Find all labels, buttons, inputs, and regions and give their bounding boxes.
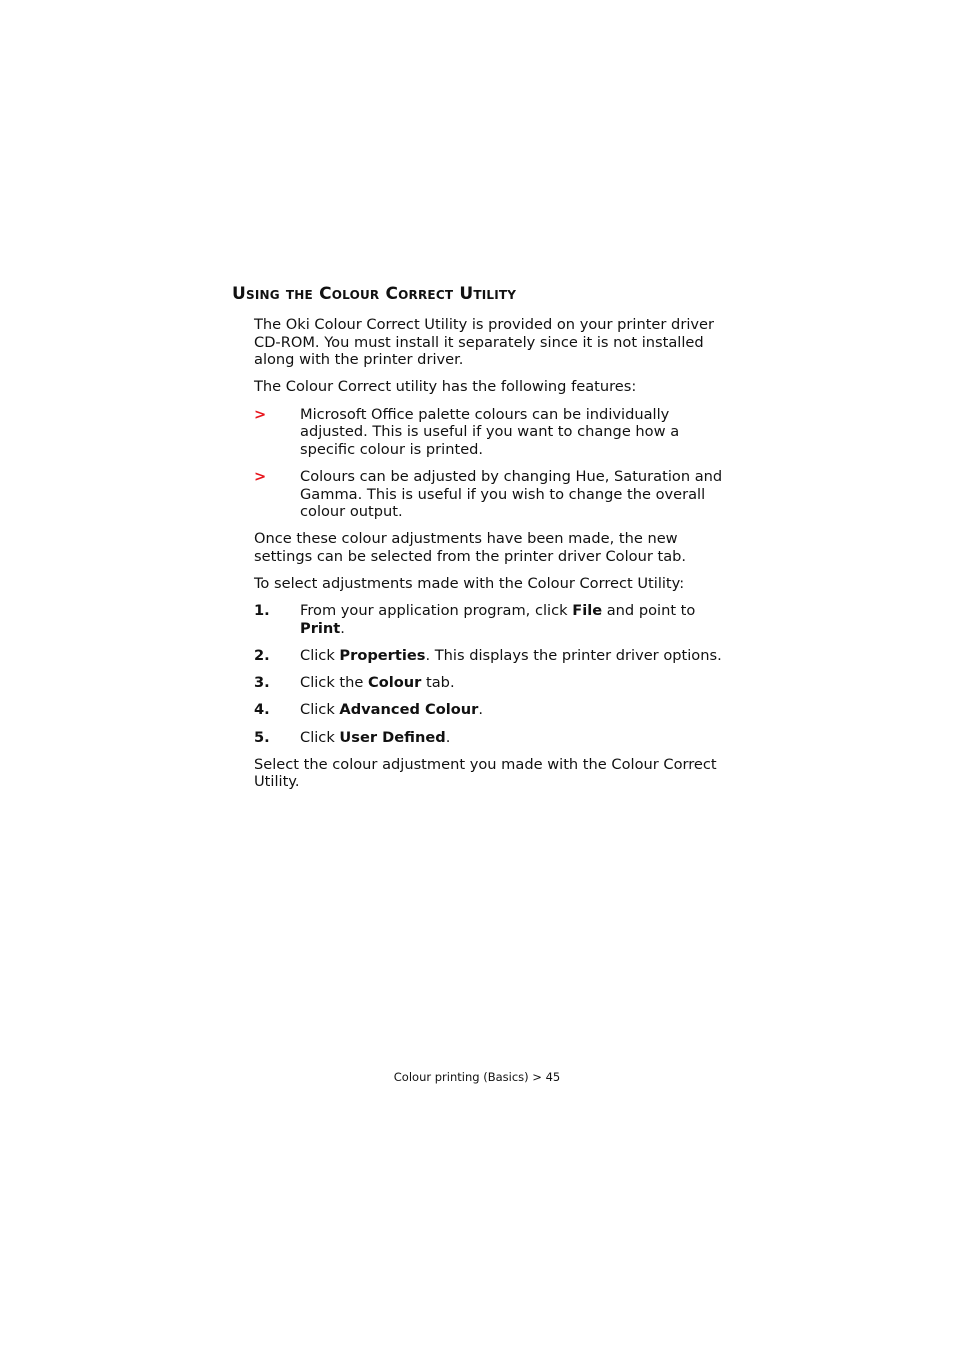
step-number: 2. (254, 647, 270, 665)
step-emphasis: Properties (339, 647, 426, 665)
bullet-item (254, 406, 734, 459)
step-item (254, 729, 734, 747)
step-text: Click the Colour tab. (300, 674, 455, 692)
page-footer: Colour printing (Basics) > 45 (393, 1070, 561, 1084)
step-emphasis: Print (300, 619, 341, 637)
step-emphasis: Advanced Colour (339, 701, 479, 719)
step-text: Click Advanced Colour. (300, 701, 483, 719)
step-item (254, 647, 734, 665)
step-text: From your application program, click File and point to Print. (300, 602, 696, 637)
step-emphasis: File (572, 602, 603, 620)
step-text: Click User Defined. (300, 728, 451, 746)
after-bullets-paragraph: Once these colour adjustments have been made, the new settings can be selected from the printer driver Colour tab. (254, 530, 687, 565)
intro-paragraph: The Oki Colour Correct Utility is provided on your printer driver CD-ROM. You must install it separately since it is not installed along with the printer driver. (254, 316, 714, 369)
step-number: 4. (254, 701, 270, 719)
section-body (254, 316, 734, 801)
features-intro-paragraph: The Colour Correct utility has the following features: (254, 378, 637, 396)
step-text: Click Properties. This displays the printer driver options. (300, 647, 722, 665)
step-item (254, 674, 734, 692)
step-item (254, 602, 734, 637)
step-item (254, 701, 734, 719)
closing-paragraph: Select the colour adjustment you made with the Colour Correct Utility. (254, 755, 717, 791)
step-emphasis: Colour (368, 674, 422, 692)
bullet-arrow-icon: > (254, 467, 267, 485)
step-number: 1. (254, 602, 270, 620)
steps-intro-paragraph: To select adjustments made with the Colour Correct Utility: (254, 575, 685, 593)
step-number: 3. (254, 674, 270, 692)
bullet-text: Microsoft Office palette colours can be individually adjusted. This is useful if you want to change how a specific colour is printed. (300, 405, 680, 458)
step-emphasis: User Defined (339, 728, 446, 746)
bullet-item (254, 468, 734, 521)
section-heading: Using the Colour Correct Utility (232, 284, 517, 304)
bullet-text: Colours can be adjusted by changing Hue, Saturation and Gamma. This is useful if you wish to change the overall colour output. (300, 467, 723, 521)
bullet-arrow-icon: > (254, 405, 267, 423)
step-number: 5. (254, 728, 270, 746)
